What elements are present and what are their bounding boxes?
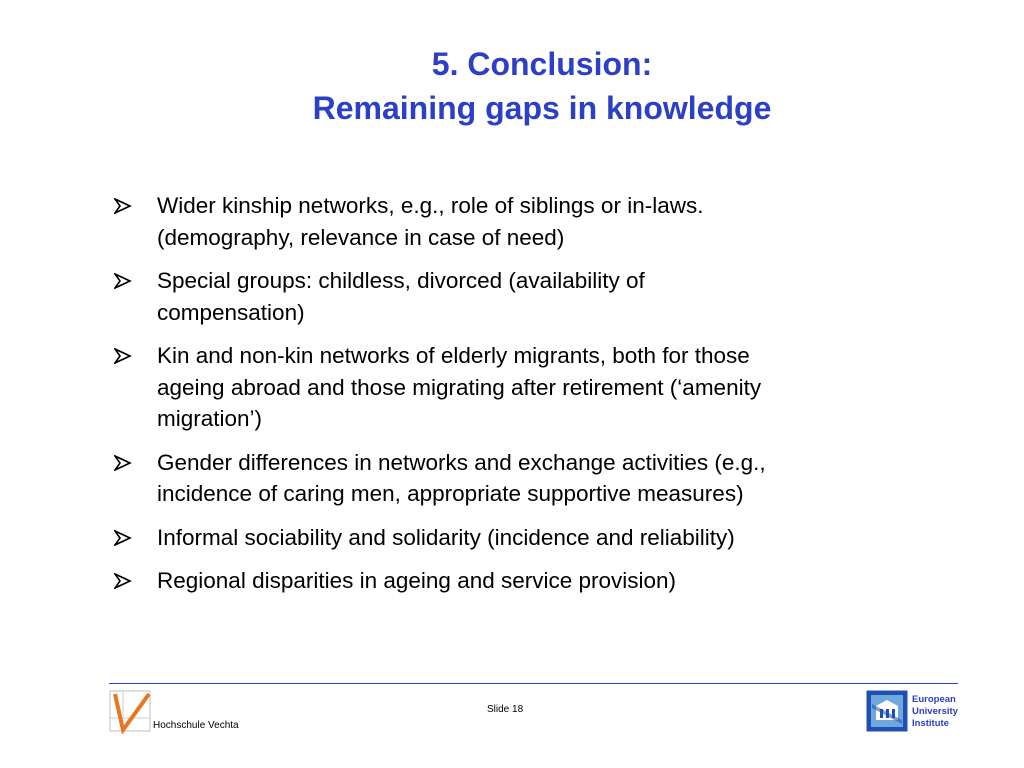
bullet-text-line: Gender differences in networks and exchange activities (e.g., [157,449,766,475]
bullet-text-line: Special groups: childless, divorced (availability of [157,268,645,293]
slide-number: Slide 18 [487,704,524,715]
footer-divider [109,683,958,684]
bullet-text-line: ageing abroad and those migrating after retirement (‘amenity [157,374,762,400]
bullet-text-line: Kin and non-kin networks of elderly migrants, both for those [157,343,750,368]
left-logo-text: Hochschule Vechta [153,720,239,731]
bullet-text-line: Informal sociability and solidarity (incidence and reliability) [157,524,735,550]
arrow-bullet-icon [114,348,132,364]
bullet-text-line: (demography, relevance in case of need) [157,224,565,250]
bullet-text-line: Wider kinship networks, e.g., role of siblings or in-laws. [157,193,704,218]
bullet-item [114,522,964,554]
bullet-item [114,190,964,253]
bullet-list [114,190,964,609]
right-logo-line-3: Institute [912,718,949,729]
slide-title [0,42,1024,130]
eui-logo-icon [866,690,908,732]
arrow-bullet-icon [114,573,132,589]
arrow-bullet-icon [114,530,132,546]
arrow-bullet-icon [114,198,132,214]
bullet-item [114,340,964,435]
hochschule-vechta-logo-icon [109,690,153,734]
right-logo-text [912,694,958,730]
title-line-2: Remaining gaps in knowledge [312,90,772,126]
eui-logo [866,690,976,735]
bullet-text-line: incidence of caring men, appropriate supportive measures) [157,481,744,506]
arrow-bullet-icon [114,273,132,289]
hochschule-vechta-logo [109,690,259,735]
bullet-item [114,565,964,597]
title-line-1: 5. Conclusion: [431,46,653,82]
right-logo-line-2: University [912,706,958,717]
bullet-text-line: Regional disparities in ageing and service provision) [157,568,677,593]
bullet-text-line: migration’) [157,406,263,431]
bullet-item [114,265,964,328]
right-logo-line-1: European [912,694,956,705]
arrow-bullet-icon [114,455,132,471]
bullet-text-line: compensation) [157,299,305,325]
bullet-item [114,447,964,510]
